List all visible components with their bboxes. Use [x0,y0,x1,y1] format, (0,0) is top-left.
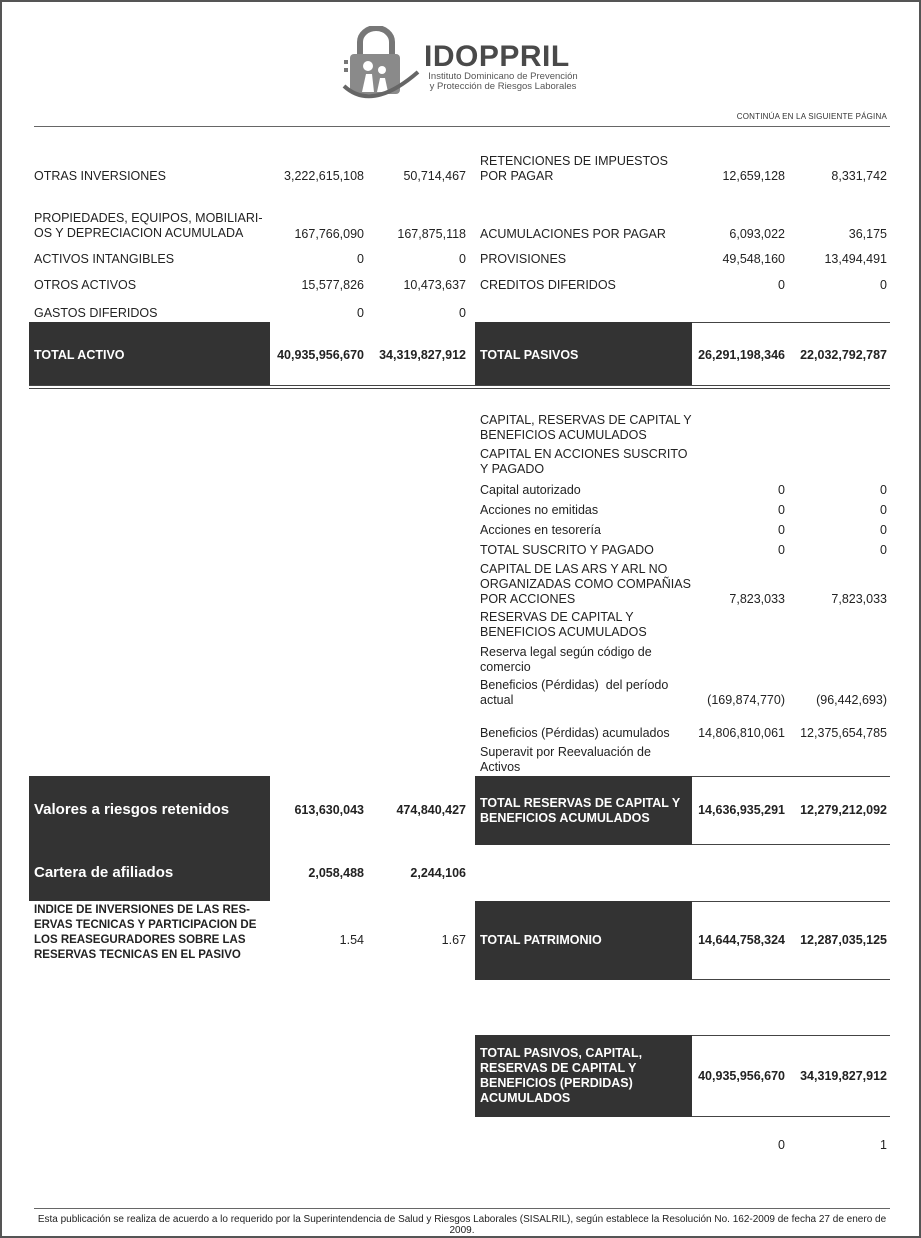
rule [692,979,890,980]
asset-label: PROPIEDADES, EQUIPOS, MOBILIARI-OS Y DEPRECIACION ACUMULADA [34,211,263,240]
valores-cartera-box [29,776,270,901]
equity-value-1: 7,823,033 [729,592,785,606]
liability-label: ACUMULACIONES POR PAGAR [480,227,666,241]
check-value-2: 1 [880,1138,887,1152]
equity-value-1: 0 [778,543,785,557]
equity-value-2: 7,823,033 [831,592,887,606]
indice-value-2: 1.67 [441,933,466,947]
asset-label: GASTOS DIFERIDOS [34,306,158,320]
cartera-value-1: 2,058,488 [308,866,364,880]
equity-label: Acciones no emitidas [480,503,599,517]
asset-value-1: 3,222,615,108 [284,169,364,183]
equity-label: Acciones en tesorería [480,523,601,537]
total-pasivos-label: TOTAL PASIVOS [480,348,579,362]
indice-label: INDICE DE INVERSIONES DE LAS RES-ERVAS TECNICAS Y PARTICIPACION DE LOS REASEGURADORES SOBRE LAS RESERVAS TECNICAS EN EL PASIVO [34,904,257,961]
equity-value-2: 0 [880,503,887,517]
equity-label: Superavit por Reevaluación de Activos [480,745,651,774]
header-divider [34,126,890,127]
cartera-label: Cartera de afiliados [34,864,174,881]
total-activo-label: TOTAL ACTIVO [34,348,125,362]
total-final-label: TOTAL PASIVOS, CAPITAL, RESERVAS DE CAPITAL Y BENEFICIOS (PERDIDAS) ACUMULADOS [480,1046,643,1105]
total-patrimonio-label: TOTAL PATRIMONIO [480,933,602,947]
asset-value-1: 0 [357,252,364,266]
equity-label: CAPITAL, RESERVAS DE CAPITAL Y BENEFICIOS ACUMULADOS [480,413,692,442]
total-reservas-value-1: 14,636,935,291 [698,803,785,817]
liability-value-2: 36,175 [848,227,887,241]
asset-value-2: 10,473,637 [403,278,466,292]
total-final-value-1: 40,935,956,670 [698,1069,785,1083]
asset-label: OTRAS INVERSIONES [34,169,166,183]
liability-value-2: 8,331,742 [831,169,887,183]
rule [692,844,890,845]
liability-value-2: 0 [880,278,887,292]
equity-label: TOTAL SUSCRITO Y PAGADO [480,543,654,557]
brand-subtitle: Instituto Dominicano de Prevención y Protección de Riesgos Laborales [428,71,578,92]
liability-value-1: 12,659,128 [722,169,785,183]
check-value-1: 0 [778,1138,785,1152]
liability-value-1: 49,548,160 [722,252,785,266]
equity-value-1: 0 [778,523,785,537]
equity-label: Beneficios (Pérdidas) del período actual [480,678,672,707]
asset-label: OTROS ACTIVOS [34,278,137,292]
liability-value-1: 0 [778,278,785,292]
equity-value-2: 12,375,654,785 [800,726,887,740]
liability-label: PROVISIONES [480,252,567,266]
rule [692,776,890,777]
equity-value-1: (169,874,770) [707,693,785,707]
equity-value-2: 0 [880,543,887,557]
idoppril-logo [342,26,602,102]
valores-value-2: 474,840,427 [396,803,466,817]
valores-value-1: 613,630,043 [294,803,364,817]
equity-value-1: 0 [778,483,785,497]
equity-value-1: 0 [778,503,785,517]
double-rule-bottom [29,388,890,389]
equity-label: Capital autorizado [480,483,581,497]
footer-divider [34,1208,890,1209]
equity-label: Reserva legal según código de comercio [480,645,652,674]
total-patrimonio-value-1: 14,644,758,324 [698,933,785,947]
liability-label: CREDITOS DIFERIDOS [480,278,616,292]
liability-value-2: 13,494,491 [824,252,887,266]
total-patrimonio-value-2: 12,287,035,125 [800,933,887,947]
rule [692,901,890,902]
total-pasivos-value-1: 26,291,198,346 [698,348,785,362]
equity-label: Beneficios (Pérdidas) acumulados [480,726,670,740]
asset-value-2: 50,714,467 [403,169,466,183]
continued-note: CONTINÚA EN LA SIGUIENTE PÁGINA [736,112,887,121]
total-reservas-label: TOTAL RESERVAS DE CAPITAL Y BENEFICIOS ACUMULADOS [480,796,681,825]
asset-value-1: 167,766,090 [294,227,364,241]
asset-value-2: 167,875,118 [397,227,466,241]
equity-label: CAPITAL DE LAS ARS Y ARL NO ORGANIZADAS COMO COMPAÑIAS POR ACCIONES [480,562,691,606]
total-reservas-value-2: 12,279,212,092 [800,803,887,817]
asset-value-1: 0 [357,306,364,320]
rule [692,1116,890,1117]
double-rule-top [29,385,890,386]
indice-value-1: 1.54 [339,933,364,947]
equity-label: CAPITAL EN ACCIONES SUSCRITO Y PAGADO [480,447,688,476]
valores-label: Valores a riesgos retenidos [34,801,230,818]
brand-name: IDOPPRIL [424,40,570,73]
total-final-value-2: 34,319,827,912 [800,1069,887,1083]
total-activo-value-2: 34,319,827,912 [379,348,466,362]
equity-value-2: (96,442,693) [816,693,887,707]
liability-label: RETENCIONES DE IMPUESTOS POR PAGAR [480,154,668,183]
rule [692,1035,890,1036]
equity-value-2: 0 [880,483,887,497]
asset-value-1: 15,577,826 [301,278,364,292]
footer-note: Esta publicación se realiza de acuerdo a lo requerido por la Superintendencia de Salud y Riesgos Laborales (SISALRIL), según establece la Resolución No. 162-2009 de fecha 27 de enero de 2009. [37,1214,887,1236]
asset-label: ACTIVOS INTANGIBLES [34,252,175,266]
cartera-value-2: 2,244,106 [410,866,466,880]
equity-value-2: 0 [880,523,887,537]
asset-value-2: 0 [459,252,466,266]
total-activo-value-1: 40,935,956,670 [277,348,364,362]
total-pasivos-value-2: 22,032,792,787 [800,348,887,362]
asset-value-2: 0 [459,306,466,320]
equity-label: RESERVAS DE CAPITAL Y BENEFICIOS ACUMULADOS [480,610,647,639]
liability-value-1: 6,093,022 [729,227,785,241]
padlock-family-icon [342,26,422,102]
equity-value-1: 14,806,810,061 [698,726,785,740]
